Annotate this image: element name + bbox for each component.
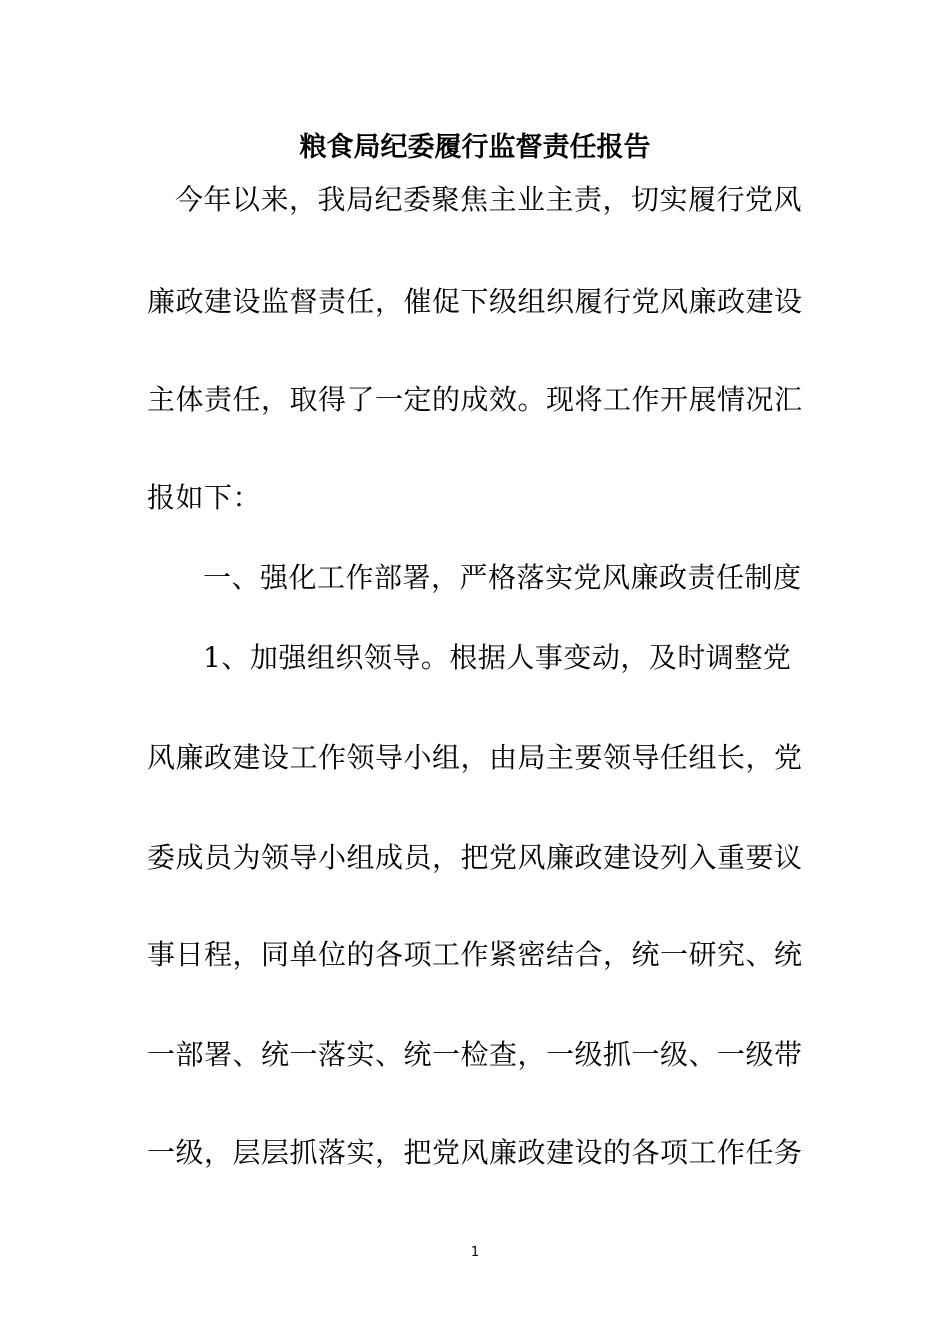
text-line: 一级，层层抓落实，把党风廉政建设的各项工作任务 [147, 1136, 803, 1169]
text-line: 今年以来，我局纪委聚焦主业主责，切实履行党风 [175, 183, 803, 216]
text-line: 委成员为领导小组成员，把党风廉政建设列入重要议 [147, 841, 803, 874]
section-heading: 一、强化工作部署，严格落实党风廉政责任制度 [203, 561, 802, 594]
text-line: 事日程，同单位的各项工作紧密结合，统一研究、统 [147, 938, 803, 971]
text-line: 廉政建设监督责任，催促下级组织履行党风廉政建设 [147, 285, 803, 318]
text-line: 主体责任，取得了一定的成效。现将工作开展情况汇 [147, 383, 803, 416]
text-line: 报如下： [147, 481, 262, 514]
document-title: 粮食局纪委履行监督责任报告 [299, 132, 651, 163]
text-line: 风廉政建设工作领导小组，由局主要领导任组长，党 [147, 741, 803, 774]
text-line: 一部署、统一落实、统一检查，一级抓一级、一级带 [147, 1038, 803, 1071]
page-number: 1 [470, 1245, 480, 1260]
text-line: 1、加强组织领导。根据人事变动，及时调整党 [203, 641, 792, 674]
